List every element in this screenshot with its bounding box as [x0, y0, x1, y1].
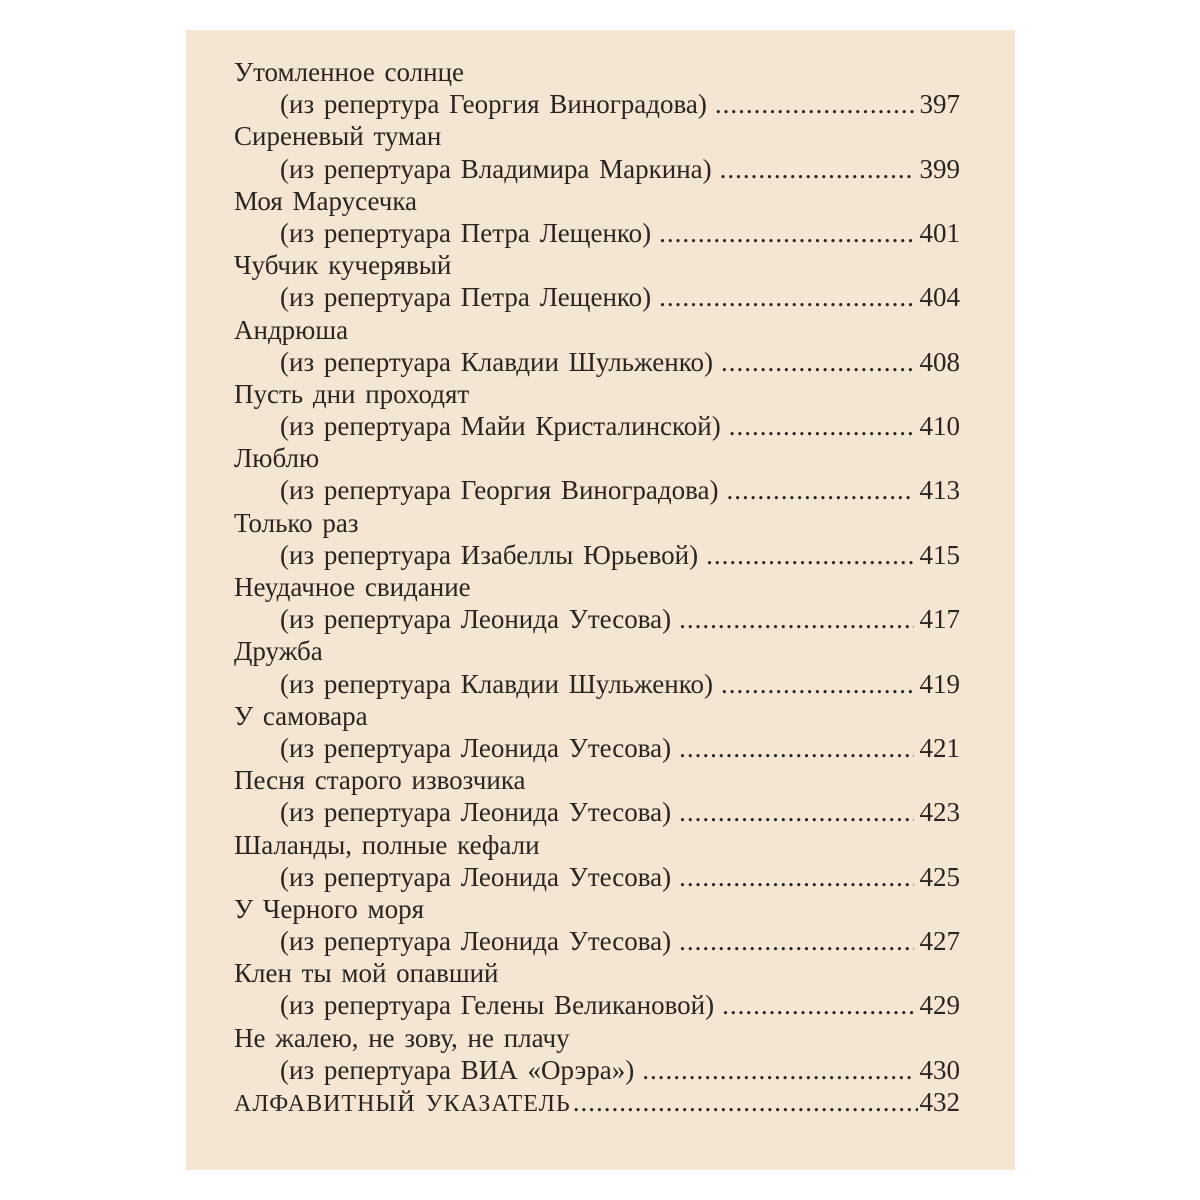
leader-dots: [720, 153, 914, 185]
toc-entry: [234, 120, 960, 184]
leader-dots: [679, 861, 913, 893]
toc-entry: [234, 957, 960, 1021]
toc-entry: [234, 249, 960, 313]
toc-source-line: [234, 989, 960, 1021]
leader-dots: [573, 1086, 918, 1118]
song-title: Неудачное свидание: [234, 572, 471, 602]
book-page: [186, 30, 1015, 1170]
song-title: Чубчик кучерявый: [234, 250, 452, 281]
toc-source-line: [234, 1054, 960, 1086]
table-of-contents: [234, 56, 960, 1118]
song-source: (из репертуара Леонида Утесова): [280, 861, 672, 892]
song-source: (из репертуара Леонида Утесова): [280, 797, 672, 828]
page-number: 408: [919, 346, 960, 377]
song-source: (из репертуара Петра Лещенко): [280, 217, 652, 248]
page-number: 432: [919, 1087, 960, 1117]
toc-source-line: [234, 732, 960, 764]
leader-dots: [729, 410, 914, 442]
toc-source-line: [234, 861, 960, 893]
song-source: (из репертуара Майи Кристалинской): [280, 411, 721, 442]
leader-dots: [706, 539, 913, 571]
toc-entry: [234, 442, 960, 506]
song-source: (из репертуара Клавдии Шульженко): [280, 668, 713, 699]
leader-dots: [659, 217, 913, 249]
toc-index-entry: [234, 1086, 960, 1118]
toc-entry: [234, 185, 960, 249]
song-source: (из репертуара Георгия Виноградова): [280, 475, 719, 506]
song-title: Пусть дни проходят: [234, 378, 470, 409]
song-title: Шаланды, полные кефали: [234, 829, 540, 860]
song-source: (из репертуара Изабеллы Юрьевой): [280, 539, 699, 570]
leader-dots: [679, 796, 913, 828]
leader-dots: [715, 88, 914, 120]
toc-entry: [234, 378, 960, 442]
toc-source-line: [234, 88, 960, 120]
song-title: Клен ты мой опавший: [234, 958, 499, 989]
toc-source-line: [234, 410, 960, 442]
page-number: 410: [919, 411, 960, 442]
song-source: (из репертура Георгия Виноградова): [280, 89, 707, 120]
toc-entry: [234, 56, 960, 120]
toc-entry: [234, 764, 960, 828]
song-title: Андрюша: [234, 314, 349, 345]
song-source: (из репертуара Владимира Маркина): [280, 153, 712, 184]
toc-entry: [234, 829, 960, 893]
page-number: 401: [919, 217, 960, 248]
song-title: Дружба: [234, 636, 323, 667]
page-number: 404: [919, 282, 960, 313]
toc-entry: [234, 700, 960, 764]
page-number: 397: [919, 89, 960, 120]
song-source: (из репертуара Гелены Великановой): [280, 990, 715, 1021]
toc-entry: [234, 314, 960, 378]
leader-dots: [679, 603, 913, 635]
toc-source-line: [234, 925, 960, 957]
song-source: (из репертуара Леонида Утесова): [280, 926, 672, 957]
page-number: 413: [919, 475, 960, 506]
song-title: Утомленное солнце: [234, 57, 465, 87]
page-number: 417: [919, 604, 960, 635]
toc-entry: [234, 571, 960, 635]
page-number: 430: [919, 1054, 960, 1085]
song-source: (из репертуара ВИА «Орэра»): [280, 1054, 635, 1085]
song-title: Моя Марусечка: [234, 185, 418, 216]
page-number: 427: [919, 926, 960, 957]
song-source: (из репертуара Клавдии Шульженко): [280, 346, 713, 377]
song-title: Только раз: [234, 507, 359, 538]
song-title: У Черного моря: [234, 893, 425, 924]
toc-source-line: [234, 281, 960, 313]
index-label: АЛФАВИТНЫЙ УКАЗАТЕЛЬ: [234, 1091, 571, 1117]
song-title: Сиреневый туман: [234, 121, 442, 152]
page-number: 423: [919, 797, 960, 828]
song-title: Не жалею, не зову, не плачу: [234, 1022, 570, 1053]
toc-source-line: [234, 603, 960, 635]
toc-source-line: [234, 796, 960, 828]
toc-source-line: [234, 217, 960, 249]
toc-source-line: [234, 346, 960, 378]
toc-entry: [234, 1022, 960, 1086]
toc-source-line: [234, 474, 960, 506]
leader-dots: [679, 925, 913, 957]
song-title: Люблю: [234, 443, 320, 474]
page-number: 425: [919, 861, 960, 892]
leader-dots: [659, 281, 913, 313]
page-number: 429: [919, 990, 960, 1021]
song-source: (из репертуара Леонида Утесова): [280, 604, 672, 635]
leader-dots: [721, 346, 914, 378]
page-number: 419: [919, 668, 960, 699]
toc-source-line: [234, 539, 960, 571]
leader-dots: [722, 989, 913, 1021]
page-number: 415: [919, 539, 960, 570]
toc-entry: [234, 635, 960, 699]
page-number: 399: [919, 153, 960, 184]
song-title: У самовара: [234, 700, 368, 731]
song-title: Песня старого извозчика: [234, 765, 526, 796]
song-source: (из репертуара Петра Лещенко): [280, 282, 652, 313]
leader-dots: [679, 732, 913, 764]
leader-dots: [727, 474, 914, 506]
toc-entry: [234, 507, 960, 571]
leader-dots: [721, 668, 914, 700]
toc-source-line: [234, 668, 960, 700]
toc-entry: [234, 893, 960, 957]
leader-dots: [642, 1054, 913, 1086]
page-number: 421: [919, 732, 960, 763]
toc-source-line: [234, 153, 960, 185]
song-source: (из репертуара Леонида Утесова): [280, 732, 672, 763]
